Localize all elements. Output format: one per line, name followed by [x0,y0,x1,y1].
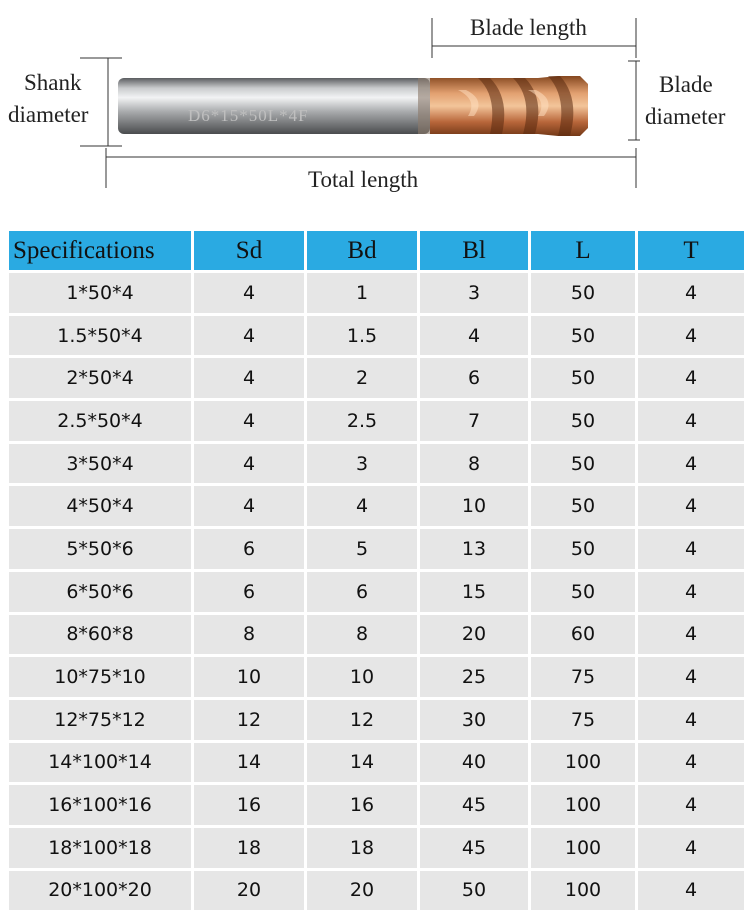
cell-bd: 6 [307,572,417,612]
cell-specification: 16*100*16 [9,785,191,825]
cell-sd: 6 [194,529,304,569]
cell-sd: 4 [194,401,304,441]
cell-bl: 13 [420,529,528,569]
cell-bd: 5 [307,529,417,569]
table-row [9,273,744,313]
cell-l: 100 [531,743,635,783]
table-row [9,486,744,526]
cell-sd: 10 [194,657,304,697]
cell-t: 4 [638,785,744,825]
table-row [9,615,744,655]
cell-specification: 6*50*6 [9,572,191,612]
cell-specification: 2*50*4 [9,358,191,398]
cell-l: 75 [531,700,635,740]
cell-specification: 12*75*12 [9,700,191,740]
cell-bd: 20 [307,871,417,911]
cell-bl: 30 [420,700,528,740]
cell-bd: 10 [307,657,417,697]
cell-bl: 45 [420,785,528,825]
table-header-row [9,231,744,270]
end-mill-diagram [0,0,750,210]
cell-l: 75 [531,657,635,697]
cell-l: 50 [531,401,635,441]
cell-bd: 1 [307,273,417,313]
table-row [9,358,744,398]
cell-bd: 16 [307,785,417,825]
table-row [9,529,744,569]
table-row [9,401,744,441]
cell-bd: 2 [307,358,417,398]
table-body [9,273,744,910]
cell-bl: 15 [420,572,528,612]
cell-sd: 4 [194,273,304,313]
cell-bd: 4 [307,486,417,526]
cell-t: 4 [638,615,744,655]
cell-l: 50 [531,444,635,484]
shank-diameter-label-line2: diameter [8,102,89,127]
cell-bl: 45 [420,828,528,868]
cell-bl: 40 [420,743,528,783]
cell-t: 4 [638,572,744,612]
header-sd: Sd [194,231,304,270]
cell-specification: 4*50*4 [9,486,191,526]
cell-sd: 14 [194,743,304,783]
cell-specification: 1.5*50*4 [9,316,191,356]
cell-bl: 25 [420,657,528,697]
cell-specification: 1*50*4 [9,273,191,313]
cell-l: 100 [531,785,635,825]
cell-specification: 10*75*10 [9,657,191,697]
cell-sd: 6 [194,572,304,612]
cell-sd: 18 [194,828,304,868]
cell-t: 4 [638,657,744,697]
cell-t: 4 [638,700,744,740]
cell-bd: 8 [307,615,417,655]
blade-length-label: Blade length [470,15,587,40]
header-bl: Bl [420,231,528,270]
cell-t: 4 [638,828,744,868]
table-row [9,828,744,868]
cell-bd: 3 [307,444,417,484]
table-row [9,316,744,356]
cell-t: 4 [638,444,744,484]
cell-specification: 3*50*4 [9,444,191,484]
cell-sd: 4 [194,316,304,356]
blade-diameter-label-line2: diameter [645,104,726,129]
cell-t: 4 [638,486,744,526]
cell-bl: 10 [420,486,528,526]
cell-l: 50 [531,529,635,569]
cell-bl: 20 [420,615,528,655]
blade-diameter-label-line1: Blade [659,72,713,97]
cell-l: 50 [531,486,635,526]
cell-bd: 12 [307,700,417,740]
cell-bd: 18 [307,828,417,868]
cell-bl: 6 [420,358,528,398]
cell-t: 4 [638,401,744,441]
engraving-text: D6*15*50L*4F [188,106,309,125]
cell-sd: 4 [194,486,304,526]
table-row [9,572,744,612]
table-row [9,657,744,697]
cell-bl: 7 [420,401,528,441]
cell-l: 50 [531,273,635,313]
cell-bl: 50 [420,871,528,911]
cell-sd: 20 [194,871,304,911]
cell-bd: 1.5 [307,316,417,356]
header-t: T [638,231,744,270]
cell-l: 50 [531,358,635,398]
cell-t: 4 [638,871,744,911]
cell-specification: 18*100*18 [9,828,191,868]
table-row [9,700,744,740]
table-row [9,871,744,911]
cell-specification: 8*60*8 [9,615,191,655]
cell-bd: 2.5 [307,401,417,441]
cell-bl: 3 [420,273,528,313]
header-specifications: Specifications [9,231,191,270]
cell-bl: 8 [420,444,528,484]
cell-t: 4 [638,316,744,356]
cell-sd: 16 [194,785,304,825]
cell-l: 100 [531,871,635,911]
cell-sd: 12 [194,700,304,740]
cell-t: 4 [638,529,744,569]
cell-l: 60 [531,615,635,655]
cell-sd: 8 [194,615,304,655]
spec-table [6,228,747,913]
cell-l: 50 [531,316,635,356]
cell-specification: 14*100*14 [9,743,191,783]
cell-bd: 14 [307,743,417,783]
cell-sd: 4 [194,358,304,398]
shank-diameter-label-line1: Shank [24,70,82,95]
cell-specification: 2.5*50*4 [9,401,191,441]
table-row [9,444,744,484]
table-row [9,743,744,783]
cell-bl: 4 [420,316,528,356]
cell-l: 50 [531,572,635,612]
cell-t: 4 [638,358,744,398]
cell-l: 100 [531,828,635,868]
cell-t: 4 [638,743,744,783]
cell-specification: 20*100*20 [9,871,191,911]
total-length-label: Total length [308,167,419,192]
cell-t: 4 [638,273,744,313]
header-l: L [531,231,635,270]
cell-sd: 4 [194,444,304,484]
cell-specification: 5*50*6 [9,529,191,569]
header-bd: Bd [307,231,417,270]
table-row [9,785,744,825]
